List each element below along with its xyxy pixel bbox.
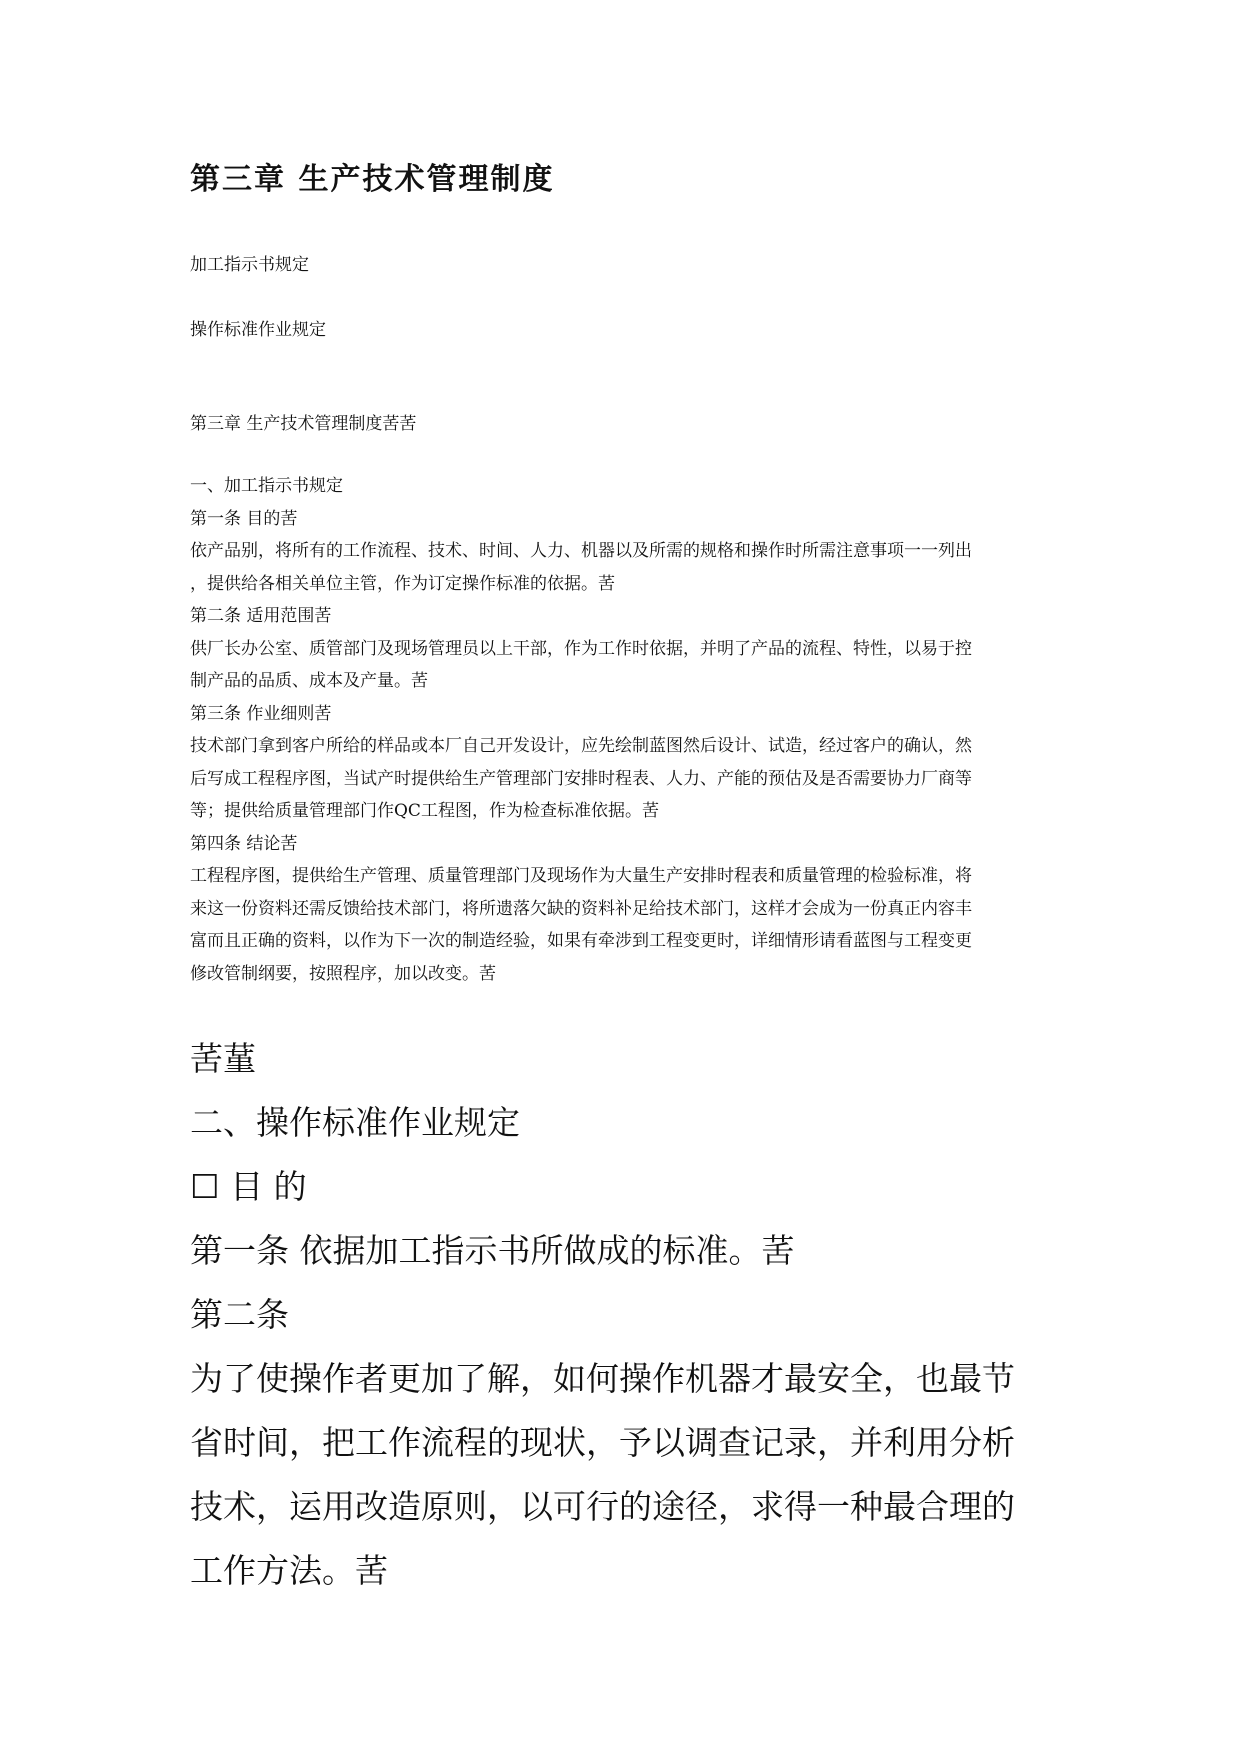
- article-4-text: 修改管制纲要，按照程序，加以改变。䒷: [190, 963, 496, 984]
- part1-processing-instructions: [190, 470, 1060, 990]
- article-4-text: 富而且正确的资料，以作为下一次的制造经验，如果有牵涉到工程变更时，详细情形请看蓝图与工程变更: [190, 931, 972, 951]
- part1-heading: 一、加工指示书规定: [190, 476, 343, 496]
- chapter-title: 第三章 生产技术管理制度: [190, 162, 555, 197]
- article-4-heading: 第四条 结论䒷: [190, 833, 298, 854]
- article-2-text: 供厂长办公室、质管部门及现场管理员以上干部，作为工作时依据，并明了产品的流程、特性，以易于控: [190, 638, 972, 659]
- garbled-marker: 䒷蓳: [190, 1039, 256, 1078]
- article-1-heading: 第一条 目的䒷: [190, 508, 298, 529]
- toc-item-operation-standards: 操作标准作业规定: [190, 320, 326, 340]
- part2-article-2-text: 技术，运用改造原则，以可行的途径，求得一种最合理的: [190, 1487, 1015, 1526]
- part2-article-2-text: 省时间，把工作流程的现状，予以调查记录，并利用分析: [190, 1423, 1015, 1462]
- purpose-heading: ☐ 目 的: [190, 1167, 307, 1206]
- part2-article-2-heading: 第二条: [190, 1295, 289, 1334]
- article-4-text: 来这一份资料还需反馈给技术部门，将所遗落欠缺的资料补足给技术部门，这样才会成为一份真正内容丰: [190, 898, 972, 919]
- toc-item-processing-instructions: 加工指示书规定: [190, 255, 309, 275]
- part2-heading: 二、操作标准作业规定: [190, 1103, 520, 1142]
- article-2-text: 制产品的品质、成本及产量。䒷: [190, 671, 428, 691]
- part2-operation-standards: [190, 1027, 1060, 1603]
- section-header: 第三章 生产技术管理制度䒷䒷: [190, 414, 417, 434]
- article-3-heading: 第三条 作业细则䒷: [190, 703, 332, 724]
- article-3-text: 等；提供给质量管理部门作QC工程图，作为检查标准依据。䒷: [190, 801, 659, 821]
- article-1-text: ，提供给各相关单位主管，作为订定操作标准的依据。䒷: [190, 573, 615, 594]
- article-2-heading: 第二条 适用范围䒷: [190, 606, 332, 626]
- part2-article-2-text: 工作方法。䒷: [190, 1551, 388, 1590]
- article-4-text: 工程程序图，提供给生产管理、质量管理部门及现场作为大量生产安排时程表和质量管理的检验标准，将: [190, 866, 972, 886]
- part2-article-1: 第一条 依据加工指示书所做成的标准。䒷: [190, 1231, 795, 1270]
- article-3-text: 后写成工程程序图，当试产时提供给生产管理部门安排时程表、人力、产能的预估及是否需要协力厂商等: [190, 768, 972, 789]
- article-1-text: 依产品别，将所有的工作流程、技术、时间、人力、机器以及所需的规格和操作时所需注意事项一一列出: [190, 541, 972, 561]
- article-3-text: 技术部门拿到客户所给的样品或本厂自己开发设计，应先绘制蓝图然后设计、试造，经过客户的确认，然: [190, 736, 972, 756]
- part2-article-2-text: 为了使操作者更加了解，如何操作机器才最安全，也最节: [190, 1359, 1015, 1398]
